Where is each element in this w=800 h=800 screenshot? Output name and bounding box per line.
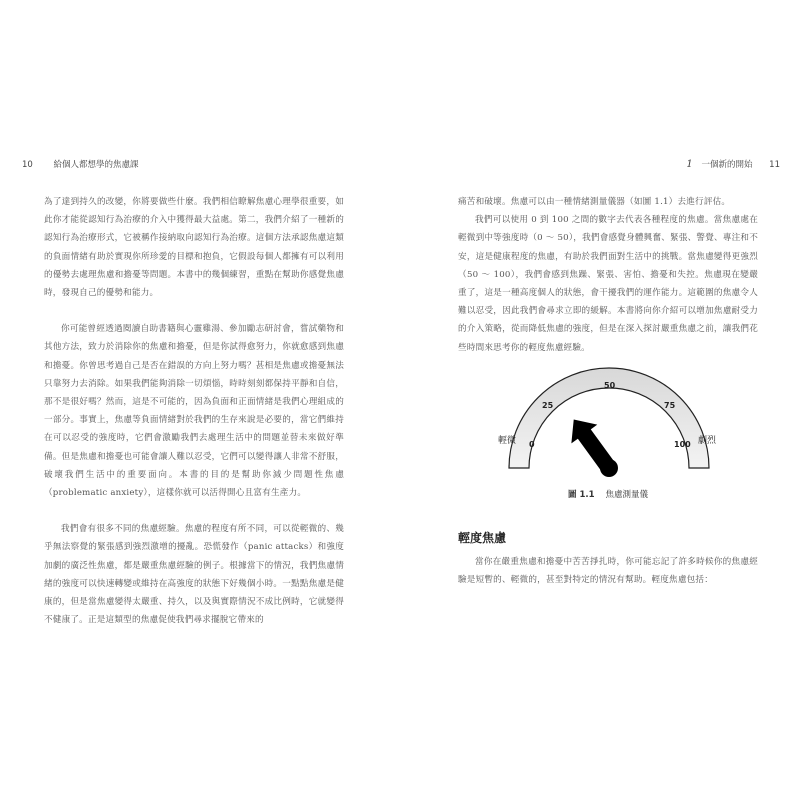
anxiety-gauge-figure bbox=[494, 360, 724, 480]
tick-label-0: 0 bbox=[529, 440, 535, 449]
paragraph: 痛苦和破壞。焦慮可以由一種情緒測量儀器（如圖 1.1）去進行評估。 bbox=[458, 197, 731, 207]
right-running-title: 一個新的開始 bbox=[701, 160, 753, 170]
right-page-number: 11 bbox=[769, 160, 780, 170]
tick-label-25: 25 bbox=[542, 401, 554, 410]
left-page-number: 10 bbox=[22, 160, 33, 170]
right-text-column bbox=[458, 193, 758, 375]
tick-label-100: 100 bbox=[674, 440, 691, 449]
figure-caption-label: 圖 1.1 bbox=[568, 490, 595, 500]
gauge-label-severe: 劇烈 bbox=[698, 436, 717, 446]
left-page-header bbox=[22, 158, 139, 170]
right-page-header bbox=[686, 158, 780, 170]
chapter-number: 1 bbox=[686, 159, 693, 170]
left-running-title: 給個人都想學的焦慮課 bbox=[53, 160, 139, 170]
paragraph: 為了達到持久的改變，你將要做些什麼。我們相信瞭解焦慮心理學很重要，如此你才能從認知行為治療的介入中獲得最大益處。第二，我們介紹了一種新的認知行為治療形式，它被稱作接納取向認知行為治療。這個方法承認焦慮這類的負面情緒有助於實現你所珍愛的目標和抱負，它假設每個人都擁有可以利用的優勢去處理焦慮和擔憂等問題。本書中的幾個練習，重點在幫助你感覺焦慮時，發現自己的優勢和能力。 bbox=[44, 197, 344, 299]
paragraph: 我們可以使用 0 到 100 之間的數字去代表各種程度的焦慮。當焦慮處在輕微到中等強度時（0 ～ 50），我們會感覺身體興奮、緊張、警覺、專注和不安，這是健康程度的焦慮，有助於我們面對生活中的挑戰。當焦慮變得更強烈（50 ～ 100），我們會感到焦躁、緊張、害怕、擔憂和失控。焦慮現在變嚴重了，這是一種高度個人的狀態，會干擾我們的運作能力。這範圍的焦慮令人難以忍受，因此我們會尋求立即的緩解。本書將向你介紹可以增加焦慮耐受力的介入策略，從而降低焦慮的強度，但是在深入探討嚴重焦慮之前，讓我們花些時間來思考你的輕度焦慮經驗。 bbox=[458, 215, 758, 353]
section-body bbox=[458, 553, 758, 589]
figure-caption bbox=[568, 488, 648, 500]
paragraph: 你可能曾經透過閱讀自助書籍與心靈雞湯、參加勵志研討會，嘗試藥物和其他方法，致力於消除你的焦慮和擔憂，但是你試得愈努力，你就愈感到焦慮和擔憂。你曾思考過自己是否在錯誤的方向上努力嗎？甚相是焦慮或擔憂無法只靠努力去消除。如果我們能夠消除一切煩惱，時時刻刻都保持平靜和自信，那不是很好嗎？然而，這是不可能的，因為負面和正面情緒是我們心理組成的一部分。事實上，焦慮等負面情緒對於我們的生存來說是必要的，當它們維持在可以忍受的強度時，它們會激勵我們去處理生活中的問題並替未來做好準備。但是焦慮和擔憂也可能會讓人難以忍受，它們可以變得讓人非常不舒服，破壞我們生活中的重要面向。本書的目的是幫助你減少問題性焦慮（problematic anxiety），這樣你就可以活得開心且富有生產力。 bbox=[44, 324, 344, 499]
left-text-column bbox=[44, 193, 344, 629]
paragraph: 當你在嚴重焦慮和擔憂中苦苦掙扎時，你可能忘記了許多時候你的焦慮經驗是短暫的、輕微的，甚至對特定的情況有幫助。輕度焦慮包括： bbox=[458, 557, 758, 586]
gauge-label-mild: 輕微 bbox=[498, 436, 517, 446]
tick-label-75: 75 bbox=[664, 401, 676, 410]
section-heading: 輕度焦慮 bbox=[458, 531, 507, 545]
gauge-hub bbox=[600, 459, 618, 477]
paragraph: 我們會有很多不同的焦慮經驗。焦慮的程度有所不同，可以從輕微的、幾乎無法察覺的緊張感到強烈激增的擾亂。恐慌發作（panic attacks）和強度加劇的廣泛性焦慮，都是嚴重焦慮經驗的例子。根據當下的情況，我們焦慮情緒的強度可以快速轉變或維持在高強度的狀態下好幾個小時。一點點焦慮是健康的，但是當焦慮變得太嚴重、持久，以及與實際情況不成比例時，它就變得不健康了。正是這類型的焦慮促使我們尋求擺脫它帶來的 bbox=[44, 524, 344, 626]
tick-label-50: 50 bbox=[604, 381, 616, 390]
gauge-svg bbox=[494, 360, 724, 480]
figure-caption-text: 焦慮測量儀 bbox=[605, 490, 649, 500]
